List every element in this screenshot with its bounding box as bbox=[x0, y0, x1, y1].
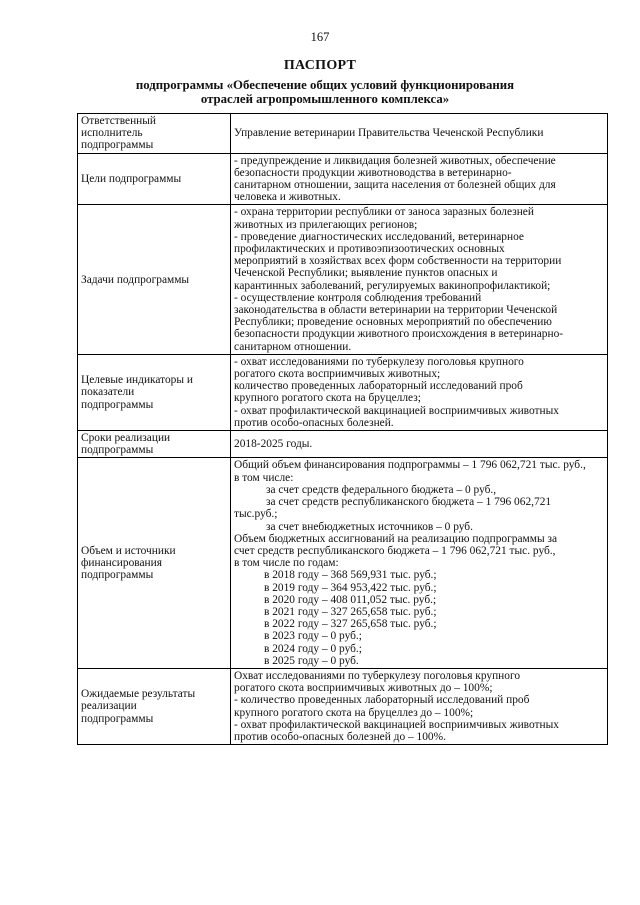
table-row-tasks bbox=[78, 205, 608, 354]
passport-table bbox=[77, 113, 608, 745]
table-row-goals bbox=[78, 153, 608, 205]
table-row-target-indicators bbox=[78, 354, 608, 430]
row-label bbox=[78, 205, 231, 354]
content-line: счет средств республиканского бюджета – 1 796 062,721 тыс. руб., bbox=[234, 544, 556, 557]
content-line: крупного рогатого скота на бруцеллез до – 100%; bbox=[234, 706, 474, 719]
row-label bbox=[78, 431, 231, 458]
content-line: Объем бюджетных ассигнований на реализацию подпрограммы за bbox=[234, 532, 558, 545]
content-line: рогатого скота восприимчивых животных; bbox=[234, 368, 441, 381]
content-line: - охват исследованиями по туберкулезу поголовья крупного bbox=[234, 355, 524, 368]
table-row-responsible-executor bbox=[78, 114, 608, 154]
row-content bbox=[231, 458, 608, 668]
content-line: санитарном отношении. bbox=[234, 340, 352, 353]
content-line: в том числе: bbox=[234, 471, 294, 484]
table-row-timeline bbox=[78, 431, 608, 458]
content-line: за счет средств республиканского бюджета – 1 796 062,721 bbox=[266, 496, 552, 509]
row-label bbox=[78, 153, 231, 205]
content-line: в 2018 году – 368 569,931 тыс. руб.; bbox=[264, 569, 437, 582]
content-line: за счет внебюджетных источников – 0 руб. bbox=[266, 520, 473, 533]
content-line: - количество проведенных лабораторный исследований проб bbox=[234, 694, 530, 707]
label-line: исполнитель bbox=[81, 127, 143, 140]
content-line: Охват исследованиями по туберкулезу поголовья крупного bbox=[234, 669, 521, 682]
content-line: Управление ветеринарии Правительства Чеченской Республики bbox=[234, 127, 544, 140]
content-line: человека и животных. bbox=[234, 191, 341, 204]
content-line: в том числе по годам: bbox=[234, 557, 339, 570]
label-line: финансирования bbox=[81, 557, 162, 570]
content-line: в 2022 году – 327 265,658 тыс. руб.; bbox=[264, 618, 437, 631]
row-label bbox=[78, 458, 231, 668]
document-title: ПАСПОРТ bbox=[283, 58, 357, 73]
content-line: карантинных заболеваний, регулируемых вакинопрофилактикой; bbox=[234, 279, 551, 292]
content-line: - проведение диагностических исследований, ветеринарное bbox=[234, 230, 524, 243]
row-content bbox=[231, 668, 608, 744]
row-content bbox=[231, 431, 608, 458]
table-row-funding bbox=[78, 458, 608, 668]
content-line: безопасности продукции животного происхождения в ветеринарно- bbox=[234, 328, 564, 341]
content-line: - осуществление контроля соблюдения требований bbox=[234, 291, 482, 304]
content-line: - охват профилактической вакцинацией восприимчивых животных bbox=[234, 404, 559, 417]
content-line: в 2019 году – 364 953,422 тыс. руб.; bbox=[264, 581, 437, 594]
row-content bbox=[231, 153, 608, 205]
content-line: в 2023 году – 0 руб.; bbox=[264, 630, 362, 643]
content-line: законодательства в области ветеринарии на территории Чеченской bbox=[234, 304, 558, 317]
subtitle-line: отраслей агропромышленного комплекса» bbox=[200, 91, 450, 106]
label-line: показатели bbox=[81, 386, 135, 399]
page-number: 167 bbox=[310, 30, 330, 44]
passport-table-body bbox=[78, 114, 608, 745]
content-line: Чеченской Республики; выявление пунктов опасных и bbox=[234, 267, 498, 280]
table-row-expected-results bbox=[78, 668, 608, 744]
row-label bbox=[78, 668, 231, 744]
content-line: - охват профилактической вакцинацией восприимчивых животных bbox=[234, 718, 559, 731]
label-line: Цели подпрограммы bbox=[81, 172, 182, 185]
label-line: подпрограммы bbox=[81, 139, 154, 152]
content-line: профилактических и противоэпизоотических основных bbox=[234, 243, 505, 256]
content-line: - предупреждение и ликвидация болезней животных, обеспечение bbox=[234, 154, 556, 167]
row-content bbox=[231, 114, 608, 154]
content-line: тыс.руб.; bbox=[234, 508, 278, 521]
content-line: - охрана территории республики от заноса заразных болезней bbox=[234, 206, 534, 219]
content-line: в 2024 году – 0 руб.; bbox=[264, 642, 362, 655]
row-label bbox=[78, 114, 231, 154]
content-line: 2018-2025 годы. bbox=[234, 438, 313, 451]
row-content bbox=[231, 354, 608, 430]
label-line: Сроки реализации bbox=[81, 432, 171, 445]
label-line: Объем и источники bbox=[81, 544, 176, 557]
row-content bbox=[231, 205, 608, 354]
label-line: Ответственный bbox=[81, 115, 157, 127]
subtitle-line: подпрограммы «Обеспечение общих условий функционирования bbox=[135, 78, 515, 92]
content-line: животных из прилегающих регионов; bbox=[234, 218, 418, 231]
content-line: Общий объем финансирования подпрограммы – 1 796 062,721 тыс. руб., bbox=[234, 459, 586, 472]
content-line: за счет средств федерального бюджета – 0 руб., bbox=[266, 483, 497, 496]
content-line: крупного рогатого скота на бруцеллез; bbox=[234, 392, 421, 405]
content-line: Республики; проведение основных мероприятий по обеспечению bbox=[234, 316, 552, 329]
document-subtitle bbox=[90, 79, 560, 106]
label-line: Целевые индикаторы и bbox=[81, 374, 193, 387]
content-line: количество проведенных лабораторный исследований проб bbox=[234, 380, 523, 393]
content-line: в 2021 году – 327 265,658 тыс. руб.; bbox=[264, 605, 437, 618]
label-line: подпрограммы bbox=[81, 569, 154, 582]
label-line: подпрограммы bbox=[81, 712, 154, 725]
content-line: против особо-опасных болезней. bbox=[234, 416, 394, 429]
content-line: в 2025 году – 0 руб. bbox=[264, 654, 359, 667]
content-line: безопасности продукции животноводства в ветеринарно- bbox=[234, 166, 512, 179]
label-line: Задачи подпрограммы bbox=[81, 273, 190, 286]
content-line: в 2020 году – 408 011,052 тыс. руб.; bbox=[264, 593, 437, 606]
label-line: подпрограммы bbox=[81, 444, 154, 457]
label-line: реализации bbox=[81, 700, 137, 713]
label-line: подпрограммы bbox=[81, 398, 154, 411]
content-line: мероприятий в хозяйствах всех форм собственности на территории bbox=[234, 255, 562, 268]
content-line: против особо-опасных болезней до – 100%. bbox=[234, 730, 446, 743]
content-line: санитарном отношении, защита населения от болезней общих для bbox=[234, 179, 556, 192]
label-line: Ожидаемые результаты bbox=[81, 688, 196, 701]
row-label bbox=[78, 354, 231, 430]
content-line: рогатого скота восприимчивых животных до – 100%; bbox=[234, 682, 493, 695]
